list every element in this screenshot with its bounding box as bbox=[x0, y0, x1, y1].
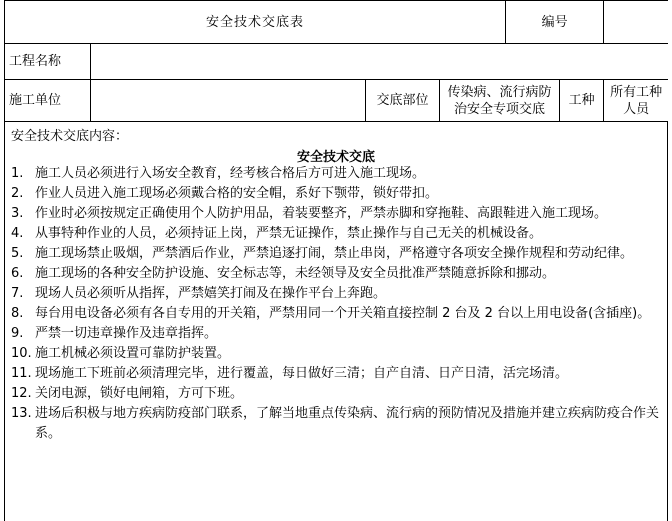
section-title: 安全技术交底 bbox=[296, 150, 375, 165]
list-item: 1. 施工人员必须进行入场安全教育，经考核合格后方可进入施工现场。 bbox=[11, 166, 426, 181]
list-item: 2. 作业人员进入施工现场必须戴合格的安全帽，系好下颚带，锁好带扣。 bbox=[11, 186, 439, 201]
list-item: 8. 每台用电设备必须有各自专用的开关箱，严禁用同一个开关箱直接控制 2 台及 2 台以上用电设备(含插座)。 bbox=[11, 306, 651, 321]
briefing-content bbox=[4, 121, 668, 521]
list-item: 13. 进场后积极与地方疾病防疫部门联系，了解当地重点传染病、流行病的预防情况及措施并建立疾病防疫合作关系。 bbox=[11, 406, 660, 441]
project-name-label: 工程名称 bbox=[5, 44, 91, 80]
form-title: 安全技术交底表 bbox=[5, 1, 506, 44]
project-name-field[interactable] bbox=[91, 44, 669, 80]
construction-unit-field[interactable] bbox=[91, 80, 366, 122]
list-item: 12. 关闭电源，锁好电闸箱，方可下班。 bbox=[11, 386, 244, 401]
serial-label: 编号 bbox=[506, 1, 604, 44]
construction-unit-label: 施工单位 bbox=[5, 80, 91, 122]
list-item: 10. 施工机械必须设置可靠防护装置。 bbox=[11, 346, 231, 361]
list-item: 4. 从事特种作业的人员，必须持证上岗，严禁无证操作，禁止操作与自己无关的机械设备。 bbox=[11, 226, 543, 241]
list-item: 11. 现场施工下班前必须清理完毕，进行覆盖，每日做好三清；自产自清、日产日清，活完场清。 bbox=[11, 366, 569, 381]
rules-list bbox=[5, 164, 661, 444]
header-table bbox=[4, 0, 668, 122]
list-item: 7. 现场人员必须听从指挥，严禁嬉笑打闹及在操作平台上奔跑。 bbox=[11, 286, 387, 301]
list-item: 6. 施工现场的各种安全防护设施、安全标志等，未经领导及安全员批准严禁随意拆除和挪动。 bbox=[11, 266, 556, 281]
briefing-part-label: 交底部位 bbox=[366, 80, 440, 122]
briefing-part-value: 传染病、流行病防治安全专项交底 bbox=[440, 80, 560, 122]
list-item: 5. 施工现场禁止吸烟，严禁酒后作业，严禁追逐打闹，禁止串岗，严格遵守各项安全操作规程和劳动纪律。 bbox=[11, 246, 634, 261]
trade-value: 所有工种人员 bbox=[604, 80, 668, 122]
serial-field[interactable] bbox=[604, 1, 668, 44]
list-item: 3. 作业时必须按规定正确使用个人防护用品，着装要整齐，严禁赤脚和穿拖鞋、高跟鞋进入施工现场。 bbox=[11, 206, 608, 221]
list-item: 9. 严禁一切违章操作及违章指挥。 bbox=[11, 326, 218, 341]
trade-label: 工种 bbox=[560, 80, 604, 122]
content-intro: 安全技术交底内容： bbox=[11, 129, 129, 144]
